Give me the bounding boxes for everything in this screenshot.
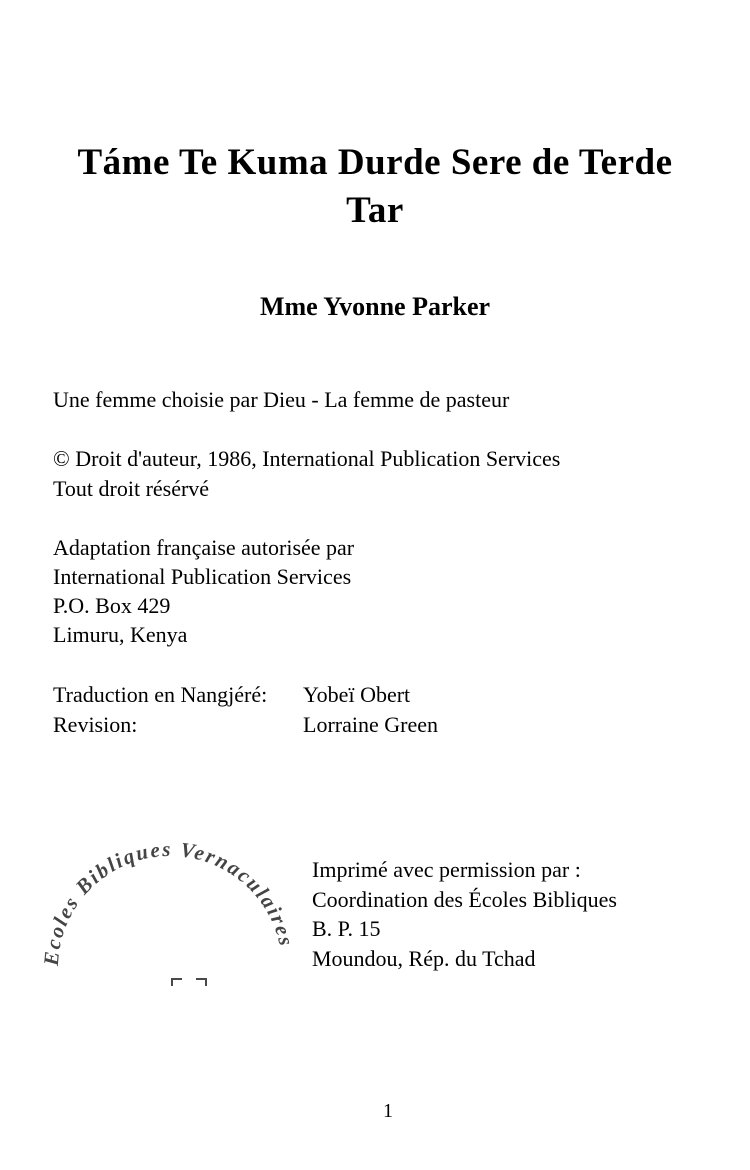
adaptation-line: Adaptation française autorisée par (53, 535, 355, 560)
stamp-arc-text: Ecoles Bibliques Vernaculaires (38, 836, 299, 967)
stamp-fragment-icon (196, 978, 207, 986)
stamp-arc-icon (35, 810, 305, 995)
moundou-line: Moundou, Rép. du Tchad (312, 945, 536, 971)
page-number: 1 (383, 1100, 393, 1122)
po-box-line: P.O. Box 429 (53, 593, 171, 618)
city-country-line: Limuru, Kenya (53, 622, 188, 647)
svg-text:Ecoles Bibliques Vernaculaires (39, 837, 299, 968)
rights-reserved-line: Tout droit résérvé (53, 475, 210, 501)
page-title (0, 139, 750, 235)
title-line-2: Tar (346, 190, 404, 231)
translation-label: Traduction en Nangjéré: (53, 682, 268, 707)
translator-name: Yobeï Obert (303, 682, 411, 707)
reviser-name: Lorraine Green (303, 712, 438, 737)
author-name: Mme Yvonne Parker (259, 292, 491, 321)
printer-block (312, 855, 617, 973)
copyright-line: © Droit d'auteur, 1986, International Publication Services (53, 446, 561, 471)
adaptation-address-block (53, 533, 354, 649)
coordination-line: Coordination des Écoles Bibliques (312, 886, 617, 912)
credit-row-revision (53, 710, 438, 740)
bp-line: B. P. 15 (312, 916, 381, 941)
translation-credits (53, 680, 438, 740)
title-line-1: Táme Te Kuma Durde Sere de Terde (77, 142, 673, 183)
revision-label: Revision: (53, 712, 138, 737)
copyright-block (53, 444, 560, 503)
subtitle: Une femme choisie par Dieu - La femme de pasteur (53, 387, 510, 412)
publisher-line: International Publication Services (53, 564, 352, 589)
stamp-fragment-icon (171, 978, 182, 986)
ecoles-bibliques-stamp (35, 810, 305, 995)
credit-row-translation (53, 680, 438, 710)
printed-with-permission-line: Imprimé avec permission par : (312, 857, 581, 882)
